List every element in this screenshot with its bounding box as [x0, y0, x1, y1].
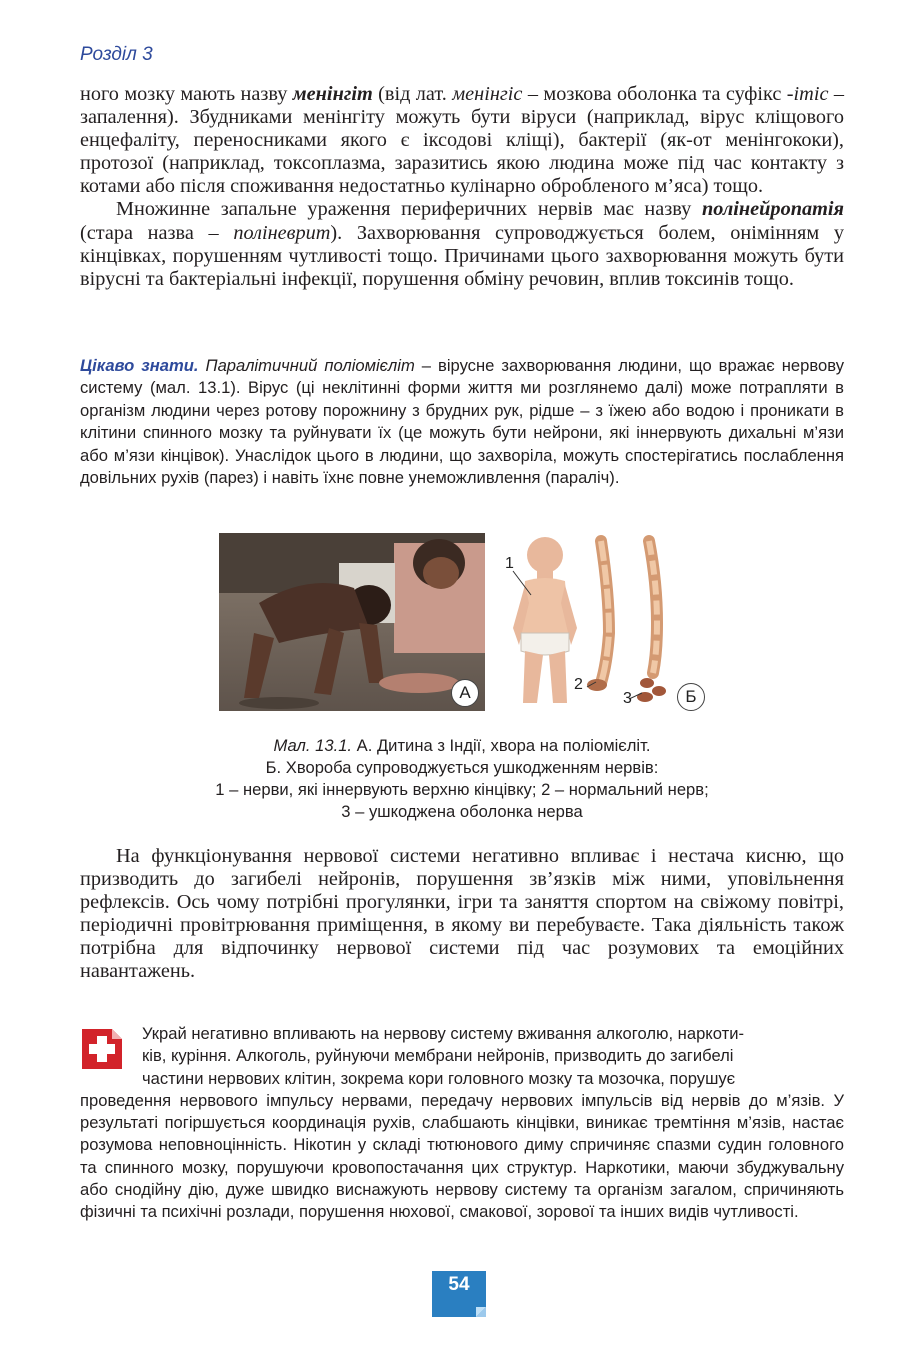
- warning-box: [80, 1023, 844, 1224]
- caption-ref: Мал. 13.1.: [273, 736, 353, 755]
- label-3: 3: [623, 690, 632, 707]
- caption-line-3: 1 – нерви, які іннервують верхню кінцівку; 2 – нормальний нерв;: [215, 780, 709, 799]
- text: Множинне запальне ураження периферичних нервів має назву: [116, 198, 702, 221]
- photo-illustration: [219, 533, 485, 711]
- paragraph-oxygen: [80, 845, 844, 984]
- illustration-nerves: [497, 533, 708, 711]
- term-meningitis: менінгіт: [292, 83, 373, 105]
- text: – запалення). Збудниками менінгіту можуть бути віруси (наприклад, вірус кліщового енцефаліту, переносниками якого є іксодові кліщі), бактерії (як-от менінгококи), протозої (наприклад, токсоплазма, заразитись якою людина може під час контакту з котами або після споживання недостатньо кулінарно обробленого м’яса) тощо.: [80, 83, 844, 198]
- term-polio: Паралітичний поліомієліт: [205, 356, 415, 375]
- term-polyneuritis: поліневрит: [233, 221, 331, 244]
- warning-line-2: ків, куріння. Алкоголь, руйнуючи мембрани нейронів, призводить до загибелі: [142, 1046, 734, 1066]
- page-number: 54: [448, 1274, 470, 1295]
- text: На функціонування нервової системи негативно впливає і нестача кисню, що призводить до загибелі нейронів, порушення зв’язків між ними, уповільнення рефлексів. Ось чому потрібні прогулянки, ігри та заняття спортом на свіжому повітрі, періодичні провітрювання приміщення, в якому ви перебуваєте. Така діяльність також потрібна для відпочинку нервової системи під час розумових та емоційних навантажень.: [80, 845, 844, 983]
- warning-line-3: частини нервових клітин, зокрема кори головного мозку та мозочка, порушує: [142, 1068, 736, 1088]
- caption-line-4: 3 – ушкоджена оболонка нерва: [341, 802, 583, 821]
- label-1: 1: [505, 555, 514, 572]
- term-polyneuropathy: полінейропатія: [701, 198, 844, 221]
- figure-caption: [80, 735, 844, 823]
- text: – мозкова оболонка та суфікс: [522, 83, 787, 105]
- text: (стара назва –: [80, 221, 234, 244]
- warning-text: проведення нервового імпульсу нервами, передачу нервових імпульсів від нервів до м’язів. У результаті погіршується координація рухів, слабшають кінцівки, виникає тремтіння м’язів, настає розумова неповноцінність. Нікотин у складі тютюнового диму спричиняє спазми судин головного та спинного мозку, порушуючи кровопостачання цих структур. Наркотики, маючи збуджувальну або снодійну дію, дуже швидко виснажують нервову систему та організм загалом, спричиняють фізичні та психічні розлади, порушення нюхової, смакової, зорової та інших видів чутливості.: [80, 1090, 844, 1222]
- badge-b: Б: [677, 683, 705, 711]
- figure-13-1: [219, 533, 708, 711]
- paragraph-meningitis: [80, 83, 844, 291]
- interesting-fact-box: [80, 355, 844, 489]
- photo-child-polio: [219, 533, 485, 711]
- caption-line-1: А. Дитина з Індії, хвора на поліомієліт.: [352, 736, 651, 755]
- term-suffix: -ітіс: [786, 83, 829, 105]
- fact-label: Цікаво знати.: [80, 356, 199, 375]
- section-title: Розділ 3: [80, 44, 153, 65]
- warning-line-1: Украй негативно впливають на нервову систему вживання алкоголю, наркоти-: [142, 1024, 745, 1043]
- text: (від лат.: [372, 83, 453, 105]
- label-2: 2: [574, 676, 583, 693]
- text: ного мозку мають назву: [80, 83, 293, 105]
- nerve-diagram: [497, 533, 708, 711]
- caption-line-2: Б. Хвороба супроводжується ушкодженням нервів:: [265, 758, 659, 777]
- badge-a: А: [451, 679, 479, 707]
- term-latin: менінгіс: [452, 83, 523, 105]
- text: ). Захворювання супроводжується болем, онімінням у кінцівках, порушенням чутливості тощо. Причинами цього захворювання можуть бути вірусні та бактеріальні інфекції, порушення обміну речовин, вплив токсинів тощо.: [80, 221, 844, 290]
- fact-text: – вірусне захворювання людини, що вражає нервову систему (мал. 13.1). Вірус (ці неклітинні форми життя ми розглянемо далі) може потрапляти в організм людини через ротову порожнину з брудних рук, рідше – з їжею або водою і проникати в клітини спинного мозку та руйнувати їх (це можуть бути нейрони, які іннервують дихальні м’язи або м’язи кінцівок). Унаслідок цього в людини, що захворіла, можуть спостерігатись послаблення довільних рухів (парез) і навіть їхнє повне унеможливлення (параліч).: [80, 356, 844, 488]
